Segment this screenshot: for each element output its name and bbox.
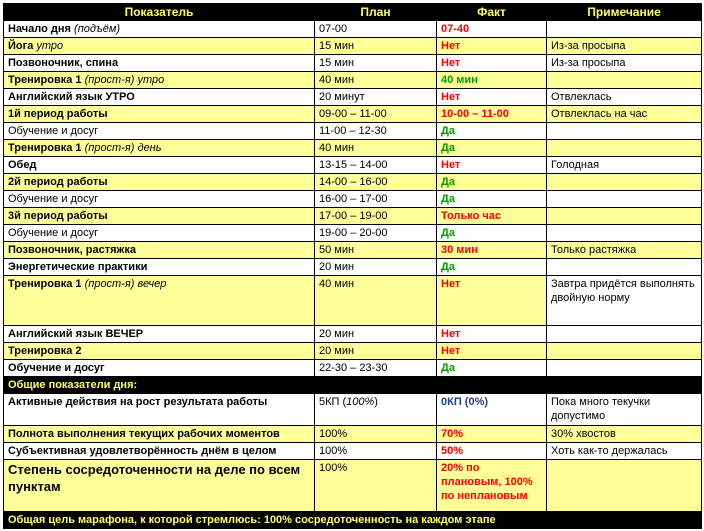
summary-plan: 100% xyxy=(315,426,437,443)
summary-row xyxy=(4,443,702,460)
row-note: Из-за просыпа xyxy=(547,55,702,72)
footer-row xyxy=(4,512,702,529)
row-note xyxy=(547,72,702,89)
table-row xyxy=(4,72,702,89)
summary-note: Хоть как-то держалась xyxy=(547,443,702,460)
row-fact: Нет xyxy=(437,276,547,326)
summary-row xyxy=(4,460,702,512)
row-indicator: Обучение и досуг xyxy=(4,225,315,242)
summary-indicator: Субъективная удовлетворённость днём в целом xyxy=(4,443,315,460)
row-indicator: 2й период работы xyxy=(4,174,315,191)
row-plan: 15 мин xyxy=(315,38,437,55)
row-fact: Нет xyxy=(437,343,547,360)
row-note xyxy=(547,326,702,343)
summary-indicator: Степень сосредоточенности на деле по всем пунктам xyxy=(4,460,315,512)
marathon-goal: Общая цель марафона, к которой стремлюсь: 100% сосредоточенность на каждом этапе xyxy=(4,512,702,529)
table-row xyxy=(4,259,702,276)
row-fact: Да xyxy=(437,123,547,140)
summary-indicator: Полнота выполнения текущих рабочих моментов xyxy=(4,426,315,443)
row-indicator: Позвоночник, спина xyxy=(4,55,315,72)
summary-note xyxy=(547,460,702,512)
row-note xyxy=(547,21,702,38)
summary-note: 30% хвостов xyxy=(547,426,702,443)
row-plan: 09-00 – 11-00 xyxy=(315,106,437,123)
summary-plan xyxy=(315,394,437,426)
summary-plan-italic: 100% xyxy=(346,396,375,408)
header-indicator: Показатель xyxy=(4,4,315,21)
row-note: Из-за просыпа xyxy=(547,38,702,55)
table-row xyxy=(4,174,702,191)
row-fact: Да xyxy=(437,191,547,208)
header-note: Примечание xyxy=(547,4,702,21)
header-plan: План xyxy=(315,4,437,21)
row-fact: Да xyxy=(437,259,547,276)
table-row xyxy=(4,140,702,157)
row-fact: Да xyxy=(437,174,547,191)
indicator-text: Йога xyxy=(8,40,34,52)
indicator-italic: (прост-я) утро xyxy=(84,74,165,86)
summary-title-row xyxy=(4,377,702,394)
row-plan: 40 мин xyxy=(315,276,437,326)
row-plan: 20 мин xyxy=(315,259,437,276)
summary-fact: 0КП (0%) xyxy=(437,394,547,426)
table-row xyxy=(4,242,702,259)
summary-note: Пока много текучки допустимо xyxy=(547,394,702,426)
row-note xyxy=(547,191,702,208)
row-note xyxy=(547,343,702,360)
row-note: Голодная xyxy=(547,157,702,174)
summary-title: Общие показатели дня: xyxy=(4,377,702,394)
summary-fact: 20% по плановым, 100% по неплановым xyxy=(437,460,547,512)
table-row xyxy=(4,360,702,377)
summary-fact: 70% xyxy=(437,426,547,443)
row-plan: 40 мин xyxy=(315,72,437,89)
table-row xyxy=(4,89,702,106)
row-fact: Да xyxy=(437,140,547,157)
row-plan: 11-00 – 12-30 xyxy=(315,123,437,140)
indicator-italic: утро xyxy=(36,40,64,52)
row-fact: Нет xyxy=(437,89,547,106)
row-plan: 17-00 – 19-00 xyxy=(315,208,437,225)
table-row xyxy=(4,343,702,360)
indicator-italic: (прост-я) день xyxy=(84,142,162,154)
header-fact: Факт xyxy=(437,4,547,21)
indicator-text: Тренировка 1 xyxy=(8,142,82,154)
row-plan: 15 мин xyxy=(315,55,437,72)
row-fact: Да xyxy=(437,225,547,242)
row-plan: 20 мин xyxy=(315,326,437,343)
row-plan: 20 минут xyxy=(315,89,437,106)
row-fact: 30 мин xyxy=(437,242,547,259)
row-fact: Нет xyxy=(437,55,547,72)
summary-plan: 100% xyxy=(315,443,437,460)
table-row xyxy=(4,157,702,174)
table-row xyxy=(4,55,702,72)
row-indicator: Обучение и досуг xyxy=(4,123,315,140)
row-indicator: 1й период работы xyxy=(4,106,315,123)
row-fact: Да xyxy=(437,360,547,377)
indicator-text: Тренировка 1 xyxy=(8,74,82,86)
row-indicator: Позвоночник, растяжка xyxy=(4,242,315,259)
row-plan: 20 мин xyxy=(315,343,437,360)
row-note: Только растяжка xyxy=(547,242,702,259)
row-fact: Нет xyxy=(437,326,547,343)
row-note xyxy=(547,208,702,225)
indicator-italic: (подъём) xyxy=(74,23,121,35)
table-row xyxy=(4,326,702,343)
table-row xyxy=(4,21,702,38)
row-note xyxy=(547,225,702,242)
table-row xyxy=(4,191,702,208)
indicator-italic: (прост-я) вечер xyxy=(84,278,167,290)
row-fact: Только час xyxy=(437,208,547,225)
row-note: Отвлеклась xyxy=(547,89,702,106)
table-row xyxy=(4,276,702,326)
row-indicator: Обучение и досуг xyxy=(4,191,315,208)
row-fact: Нет xyxy=(437,157,547,174)
row-plan: 07-00 xyxy=(315,21,437,38)
summary-plan: 100% xyxy=(315,460,437,512)
daily-plan-table xyxy=(3,3,702,529)
row-indicator: 3й период работы xyxy=(4,208,315,225)
summary-row xyxy=(4,394,702,426)
row-note xyxy=(547,123,702,140)
row-indicator: Английский язык УТРО xyxy=(4,89,315,106)
table-row xyxy=(4,106,702,123)
row-indicator: Энергетические практики xyxy=(4,259,315,276)
row-plan: 50 мин xyxy=(315,242,437,259)
row-fact: 40 мин xyxy=(437,72,547,89)
row-indicator xyxy=(4,21,315,38)
summary-fact: 50% xyxy=(437,443,547,460)
summary-plan-end: ) xyxy=(374,396,378,408)
row-fact: 10-00 – 11-00 xyxy=(437,106,547,123)
indicator-text: Начало дня xyxy=(8,23,71,35)
table-row xyxy=(4,225,702,242)
table-row xyxy=(4,123,702,140)
row-note: Завтра придётся выполнять двойную норму xyxy=(547,276,702,326)
summary-row xyxy=(4,426,702,443)
row-note xyxy=(547,140,702,157)
summary-plan-text: 5КП ( xyxy=(319,396,347,408)
row-indicator: Обед xyxy=(4,157,315,174)
table-row xyxy=(4,38,702,55)
row-indicator: Тренировка 2 xyxy=(4,343,315,360)
row-note xyxy=(547,174,702,191)
row-indicator xyxy=(4,38,315,55)
row-indicator xyxy=(4,140,315,157)
row-fact: Нет xyxy=(437,38,547,55)
row-fact: 07-40 xyxy=(437,21,547,38)
row-plan: 22-30 – 23-30 xyxy=(315,360,437,377)
table-row xyxy=(4,208,702,225)
row-note xyxy=(547,259,702,276)
row-indicator xyxy=(4,276,315,326)
row-indicator xyxy=(4,72,315,89)
row-note xyxy=(547,360,702,377)
row-plan: 13-15 – 14-00 xyxy=(315,157,437,174)
summary-indicator: Активные действия на рост результата работы xyxy=(4,394,315,426)
indicator-text: Тренировка 1 xyxy=(8,278,82,290)
table-header-row xyxy=(4,4,702,21)
row-indicator: Обучение и досуг xyxy=(4,360,315,377)
row-plan: 14-00 – 16-00 xyxy=(315,174,437,191)
row-note: Отвлеклась на час xyxy=(547,106,702,123)
row-plan: 16-00 – 17-00 xyxy=(315,191,437,208)
row-plan: 40 мин xyxy=(315,140,437,157)
row-indicator: Английский язык ВЕЧЕР xyxy=(4,326,315,343)
row-plan: 19-00 – 20-00 xyxy=(315,225,437,242)
